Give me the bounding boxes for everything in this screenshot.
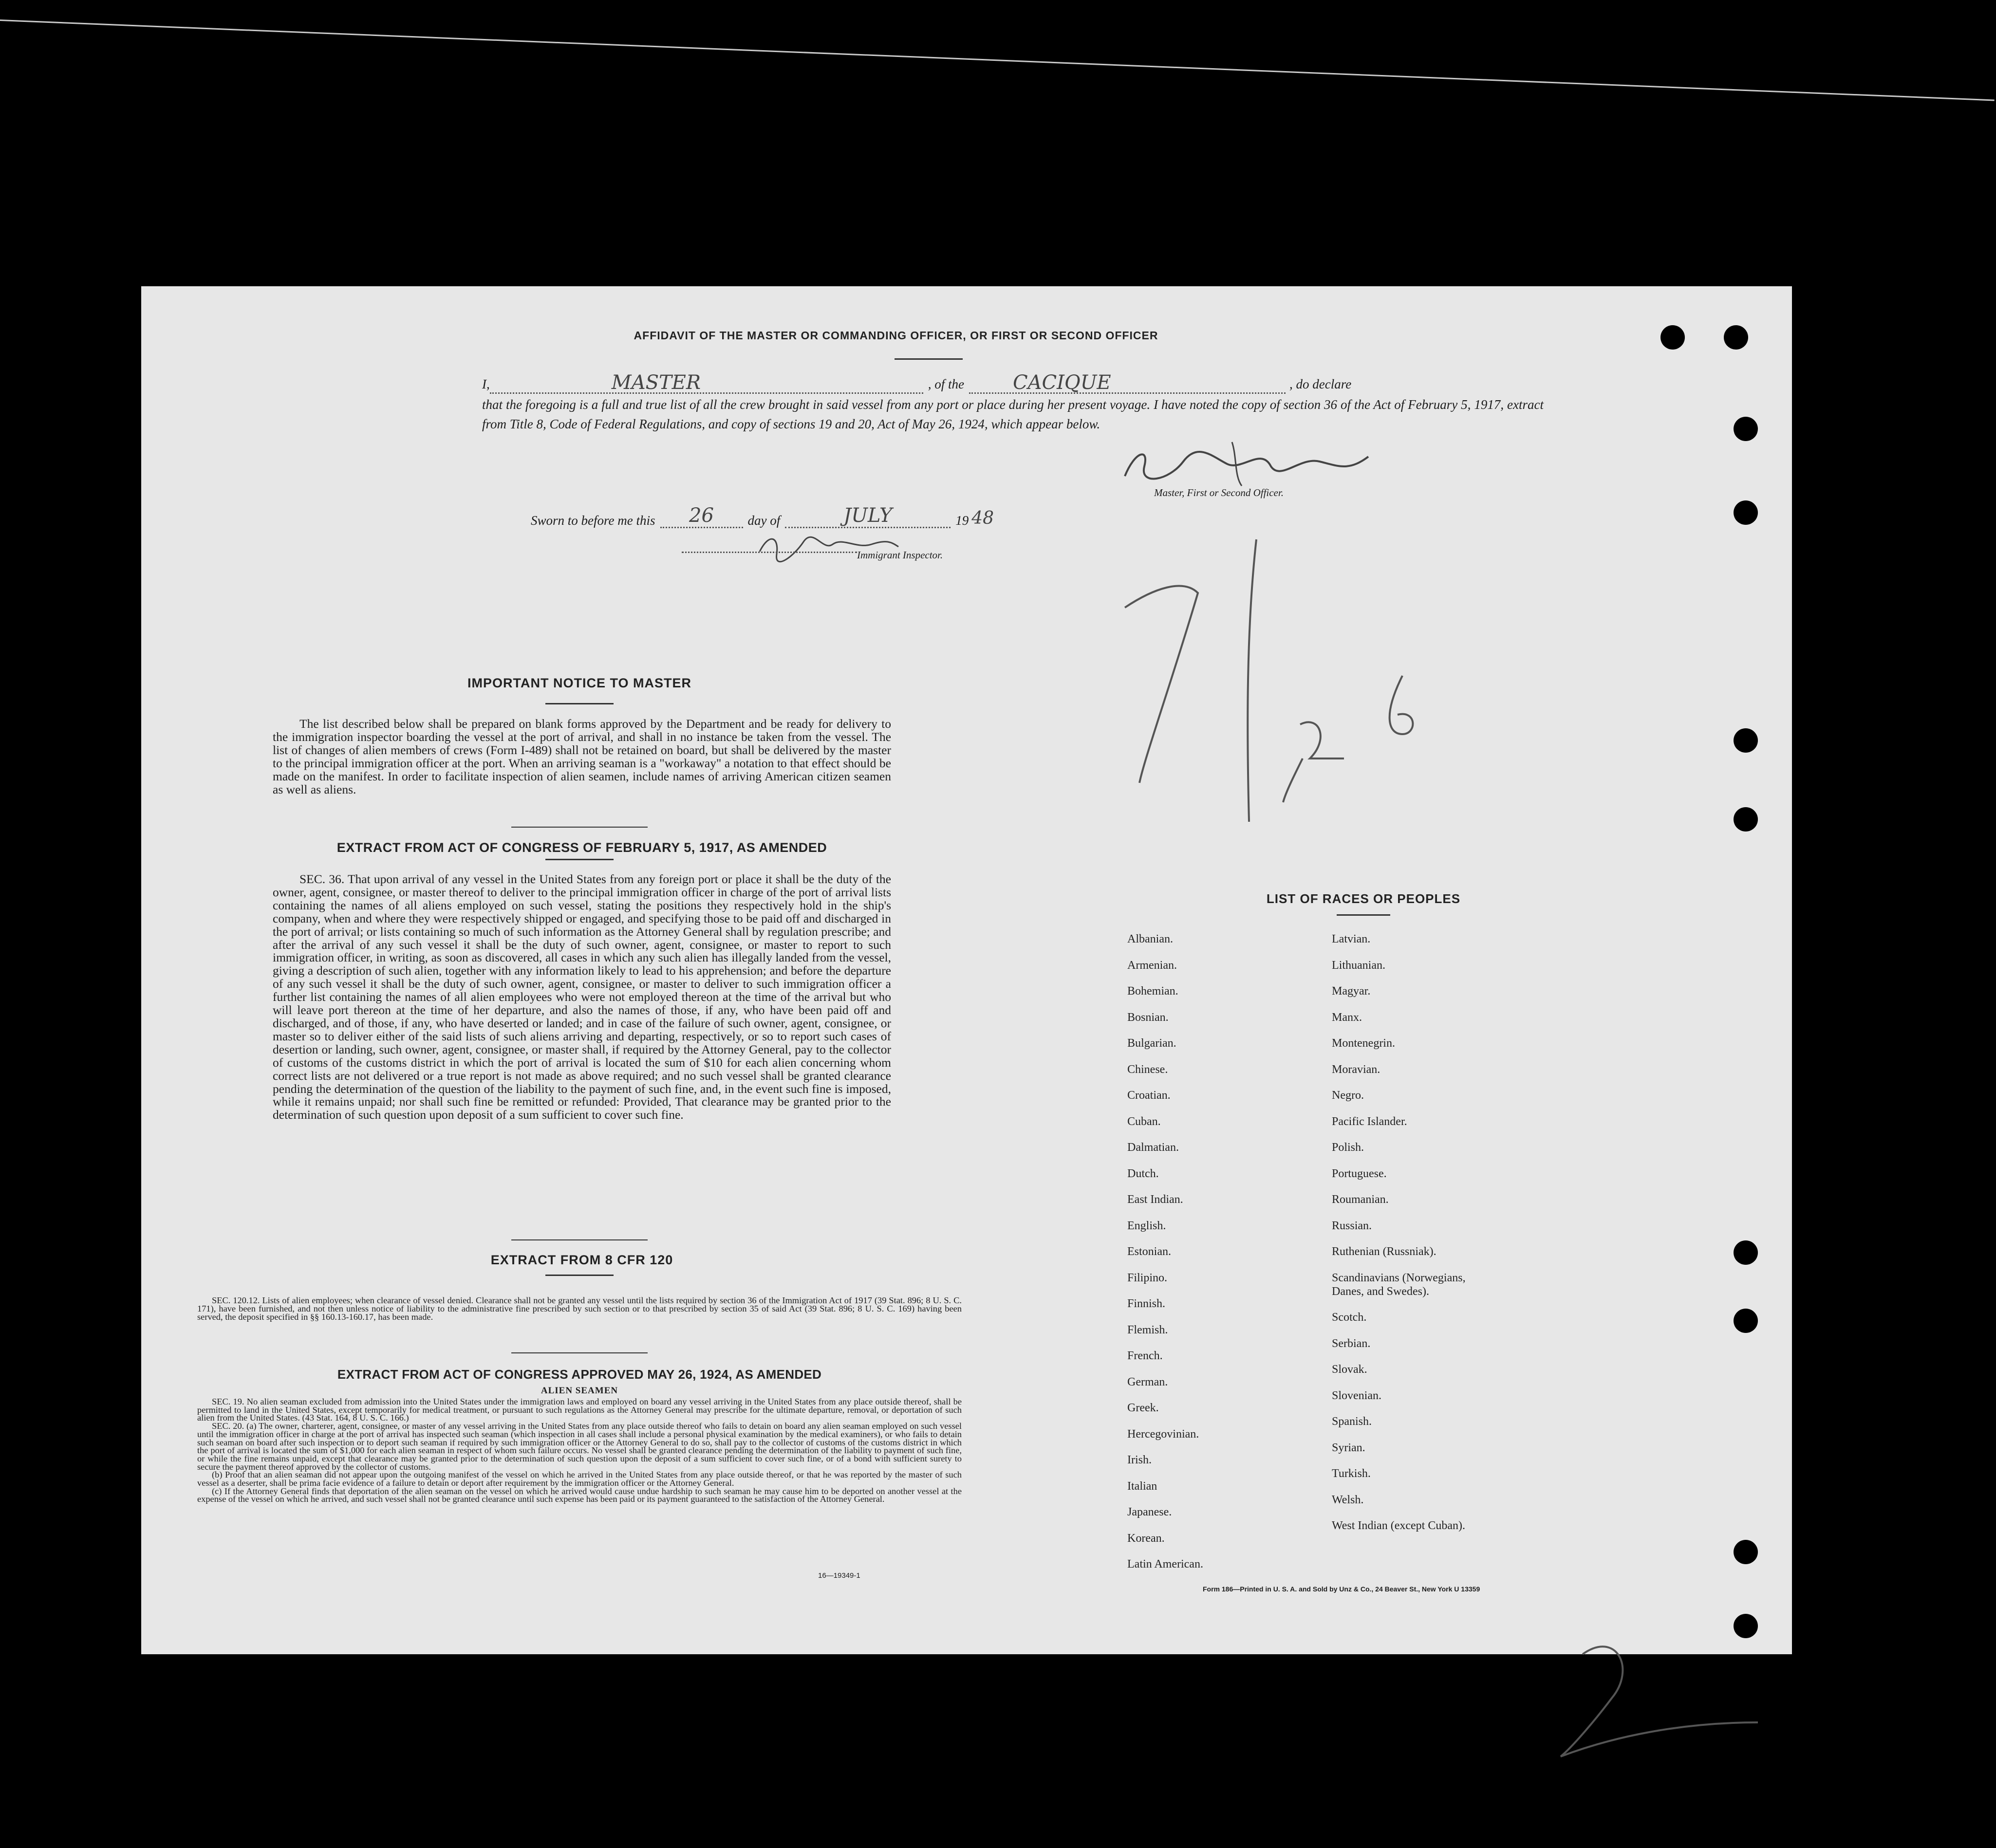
punch-hole [1734,1309,1758,1333]
extract-cfr-divider [511,1352,648,1353]
race-item: Syrian. [1332,1441,1365,1454]
race-item: Estonian. [1127,1245,1171,1258]
race-item: Pacific Islander. [1332,1115,1407,1128]
race-item: Spanish. [1332,1415,1372,1428]
race-item: Bulgarian. [1127,1037,1176,1050]
scan-edge-line [0,19,1995,101]
form-code: 16—19349-1 [818,1571,860,1580]
race-item: Chinese. [1127,1063,1168,1076]
master-field: MASTER [490,373,923,394]
race-item: Irish. [1127,1454,1152,1466]
sec-20c: (c) If the Attorney General finds that deportation of the alien seaman on the vessel on which he arrived would cause undue hardship to such seaman he may cause him to be deported on another vessel at the expense of the vessel on which he arrived, and such vessel shall not be granted clearance until such expense has been paid or its payment guaranteed to the satisfaction of the Attorney General. [197,1486,962,1504]
of-the-label: , of the [928,377,964,391]
punch-hole [1734,1614,1758,1638]
race-item: Hercegovinian. [1127,1427,1199,1441]
race-item: Manx. [1332,1011,1362,1024]
race-item: Scotch. [1332,1311,1367,1324]
extract-1924-title: EXTRACT FROM ACT OF CONGRESS APPROVED MAY 26, 1924, AS AMENDED [337,1367,822,1382]
extract-1917-underline [545,859,614,860]
extract-cfr-body: SEC. 120.12. Lists of alien employees; when clearance of vessel denied. Clearance shall not be granted any vessel until the lists required by section 36 of the Immigration Act of 1917 (39 Stat. 896; 8 U. S. C. 171), have been furnished, and not then unless notice of liability to the administrative fine prescribed by such section or to that prescribed by section 35 of said Act (39 Stat. 896; 8 U. S. C. 169) having been served, the deposit specified in §§ 160.13-160.17, has been made. [197,1295,962,1322]
race-item: Roumanian. [1332,1193,1389,1206]
races-underline [1337,914,1390,916]
punch-hole [1734,1240,1758,1265]
extract-1917-divider [511,1239,648,1240]
punch-hole [1734,728,1758,753]
sec-19: SEC. 19. No alien seaman excluded from admission into the United States under the immigration laws and employed on board any vessel arriving in the United States from any place outside thereof, shall be permitted to land in the United States, except temporarily for medical treatment, or pursuant to such regulations as the Attorney General may prescribe for the ultimate departure, removal, or deportation of such alien from the United States. (43 Stat. 164, 8 U. S. C. 166.) [197,1397,962,1423]
punch-hole [1734,1540,1758,1564]
sworn-label: Sworn to before me this [531,513,655,528]
day-field: 26 [660,504,743,528]
inspector-caption: Immigrant Inspector. [857,549,943,561]
race-item: Polish. [1332,1141,1364,1154]
extract-1917-title: EXTRACT FROM ACT OF CONGRESS OF FEBRUARY 5, 1917, AS AMENDED [336,840,827,855]
master-signature [1115,437,1388,491]
punch-hole [1724,325,1748,350]
race-item: Russian. [1332,1219,1372,1232]
race-item: Negro. [1332,1089,1364,1102]
race-item: Dutch. [1127,1167,1159,1180]
year-prefix: 19 [955,513,969,528]
race-item: English. [1127,1219,1166,1232]
race-item: Cuban. [1127,1115,1161,1128]
race-item: Dalmatian. [1127,1141,1179,1154]
race-item: Armenian. [1127,959,1177,972]
race-item: Portuguese. [1332,1167,1387,1180]
race-item: Albanian. [1127,933,1173,945]
race-item: Montenegrin. [1332,1037,1395,1050]
race-item: East Indian. [1127,1193,1183,1206]
i-label: I, [482,377,490,391]
race-item: Danes, and Swedes). [1332,1285,1429,1298]
race-item: Ruthenian (Russniak). [1332,1245,1436,1258]
printer-footer: Form 186—Printed in U. S. A. and Sold by Unz & Co., 24 Beaver St., New York U 13359 [1203,1585,1480,1593]
race-item: Latin American. [1127,1558,1203,1571]
declaration-body: that the foregoing is a full and true list of all the crew brought in said vessel from any port or place during her present voyage. I have noted the copy of section 36 of the Act of February 5, 1917, extract from Title 8, Code of Federal Regulations, and copy of sections 19 and 20, Act of May 26, 1924, which appear below. [482,397,1544,431]
punch-hole [1660,325,1685,350]
race-item: Korean. [1127,1532,1165,1545]
title-underline [895,358,963,360]
extract-cfr-underline [545,1275,614,1276]
month-field: JULY [785,504,951,528]
punch-hole [1734,417,1758,441]
notice-title: IMPORTANT NOTICE TO MASTER [467,676,691,690]
punch-hole [1734,500,1758,525]
race-item: Croatian. [1127,1089,1171,1102]
sec-20a: SEC. 20. (a) The owner, charterer, agent, consignee, or master of any vessel arriving in the United States from any place outside thereof who fails to detain on board any alien seaman employed on such vessel until the immigration officer in charge at the port of arrival has inspected such seaman (which inspection in all cases shall include a personal physical examination by the medical examiners), or who fails to detain such seaman on board after such inspection or to deport such seaman if required by such immigration officer or the Attorney General to do so, shall pay to the collector of customs of the customs district in which the port of arrival is located the sum of $1,000 for each alien seaman in respect of whom such failure occurs. No vessel shall be granted clearance pending the determination of the liability to payment of such fine, or while the fine remains unpaid, except that clearance may be granted prior to the determination of such question upon the deposit of a sum sufficient to cover such fine, or of a bond with sufficient surety to secure the payment thereof approved by the collector of customs. [197,1421,962,1472]
notice-body: The list described below shall be prepared on blank forms approved by the Department and be ready for delivery to the immigration inspector boarding the vessel at the port of arrival, and shall in no instance be taken from the vessel. The list of changes of alien members of crews (Form I-489) shall not be retained on board, but shall be delivered by the master to the principal immigration officer at the port. When an arriving seaman is a "workaway" a notation to that effect should be made on the manifest. In order to facilitate inspection of alien seamen, include names of arriving American citizen seamen as well as aliens. [273,717,891,796]
race-item: Bosnian. [1127,1011,1169,1024]
race-item: Welsh. [1332,1493,1364,1506]
race-item: Magyar. [1332,985,1371,998]
race-item: Greek. [1127,1402,1159,1414]
race-item: Turkish. [1332,1467,1371,1480]
race-item: Slovenian. [1332,1389,1381,1402]
race-item: Filipino. [1127,1271,1168,1284]
race-item: Japanese. [1127,1506,1172,1518]
declare-label: , do declare [1289,377,1352,391]
document-page [141,286,1792,1654]
race-item: Lithuanian. [1332,959,1385,972]
notice-underline [545,703,614,704]
race-item: French. [1127,1349,1163,1362]
race-item: Latvian. [1332,933,1371,945]
day-of-label: day of [747,513,781,528]
race-item: Finnish. [1127,1297,1166,1310]
extract-1924-subtitle: ALIEN SEAMEN [541,1386,618,1396]
races-title: LIST OF RACES OR PEOPLES [1266,891,1461,906]
extract-1924-body [197,1398,962,1503]
year-field: 48 [971,508,994,528]
affidavit-title: AFFIDAVIT OF THE MASTER OR COMMANDING OFFICER, OR FIRST OR SECOND OFFICER [634,329,1158,342]
race-item: Flemish. [1127,1323,1168,1336]
race-item: Scandinavians (Norwegians, [1332,1271,1466,1284]
race-item: Bohemian. [1127,985,1178,998]
vessel-field: CACIQUE [969,373,1286,394]
race-item: Slovak. [1332,1363,1367,1376]
sec-20b: (b) Proof that an alien seaman did not appear upon the outgoing manifest of the vessel on which he arrived in the United States from any place outside thereof, or that he was reported by the master of such vessel as a deserter, shall be prima facie evidence of a failure to detain or deport after requirement by the immigration officer or the Attorney General. [197,1470,962,1488]
race-item: Italian [1127,1479,1157,1493]
race-item: Moravian. [1332,1063,1380,1076]
notice-divider [511,827,648,828]
extract-1917-body: SEC. 36. That upon arrival of any vessel in the United States from any foreign port or place it shall be the duty of the owner, agent, consignee, or master thereof to deliver to the principal immigration officer in charge of the port of arrival lists containing the names of all aliens employed on such vessel, stating the positions they respectively hold in the ship's company, when and where they were respectively shipped or engaged, and specifying those to be paid off and discharged in the port of arrival; or lists containing so much of such information as the Attorney General shall by regulation prescribe; and after the arrival of any such vessel it shall be the duty of such owner, agent, consignee, or master to report to such immigration officer, in writing, as soon as discovered, all cases in which any such alien has illegally landed from the vessel, giving a description of such alien, together with any information likely to lead to his apprehension; and before the departure of any such vessel it shall be the duty of such owner, agent, consignee, or master to deliver to such immigration officer a further list containing the names of all alien employees who were not employed thereon at the time of the arrival but who will leave port thereon at the time of her departure, and also the names of those, if any, who have been paid off and discharged, and of those, if any, who have deserted or landed; and in case of the failure of such owner, agent, consignee, or master so to deliver either of the said lists of such aliens arriving and departing, respectively, or so to report such cases of desertion or landing, such owner, agent, consignee, or master shall, if required by the Attorney General, pay to the collector of customs of the customs district in which the port of arrival is located the sum of $10 for each alien concerning whom correct lists are not delivered or a true report is not made as above required; and no such vessel shall be granted clearance pending the determination of the question of the liability to the payment of such fine, and, in the event such fine is imposed, while it remains unpaid; nor shall such fine be remitted or refunded: Provided, That clearance may be granted prior to the determination of such question upon deposit of a sum sufficient to cover such fine. [273,872,891,1122]
pencil-page-number [1553,1640,1772,1766]
pencil-date-annotation [1115,530,1553,861]
race-item: Serbian. [1332,1337,1371,1350]
inspector-signature-line [682,552,857,553]
race-item: German. [1127,1375,1168,1388]
punch-hole [1734,807,1758,832]
race-item: West Indian (except Cuban). [1332,1519,1465,1532]
affidavit-declaration [482,373,1544,434]
extract-cfr-title: EXTRACT FROM 8 CFR 120 [490,1253,673,1267]
signature-caption: Master, First or Second Officer. [1154,487,1284,499]
